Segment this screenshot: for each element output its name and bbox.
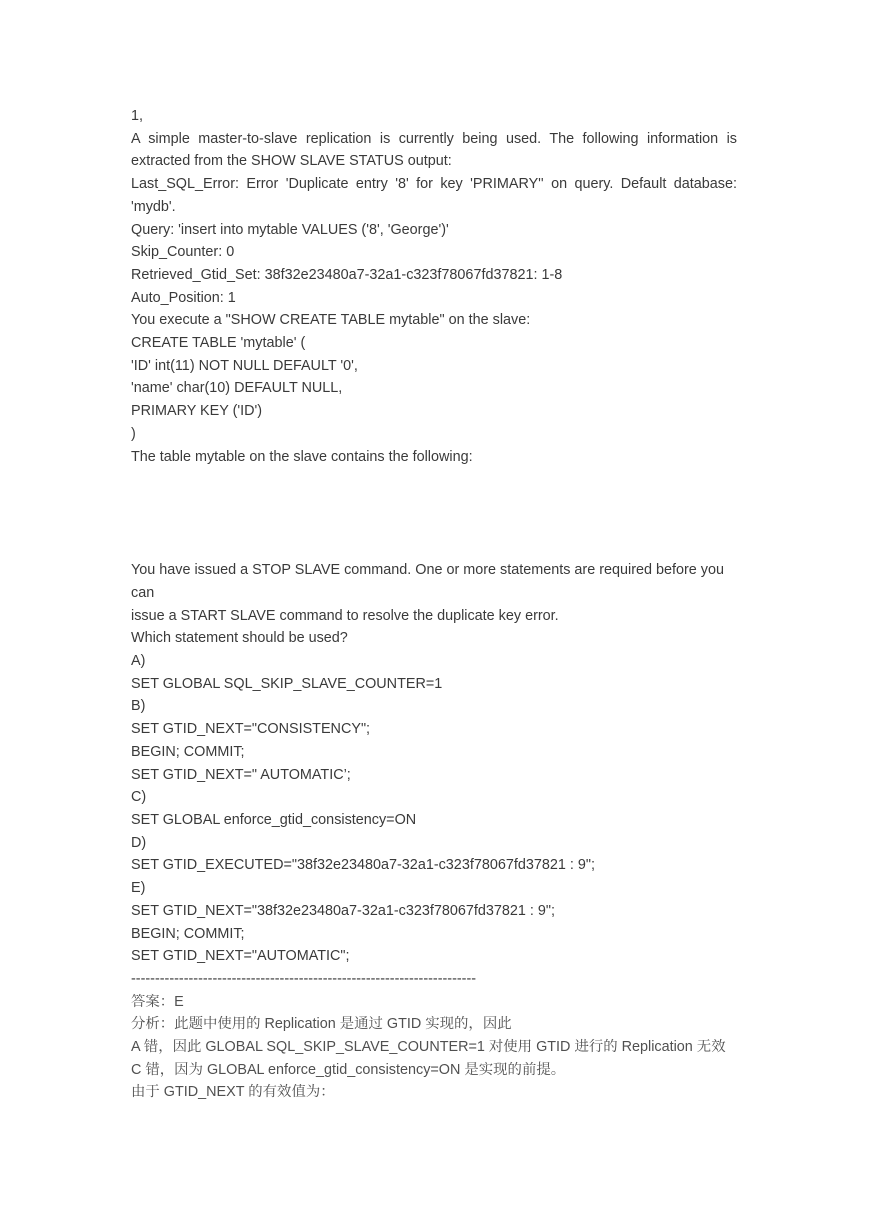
question-number: 1,	[131, 108, 144, 124]
table-contents-intro: The table mytable on the slave contains the following:	[131, 448, 473, 465]
create-table-line: CREATE TABLE 'mytable' (	[131, 335, 306, 352]
option-e-text: BEGIN; COMMIT;	[131, 925, 245, 942]
stop-slave-line: You have issued a STOP SLAVE command. One or more statements are required before you can	[131, 562, 729, 601]
option-c-text: SET GLOBAL enforce_gtid_consistency=ON	[131, 811, 417, 828]
create-table-line: )	[131, 425, 136, 442]
option-d-label: D)	[131, 834, 147, 851]
status-line-query: Query: 'insert into mytable VALUES ('8', 'George')'	[131, 221, 449, 238]
status-line-skip-counter: Skip_Counter: 0	[131, 244, 235, 261]
separator-line: ------------------------------------------------------------------------	[131, 970, 477, 987]
option-a-label: A)	[131, 653, 146, 670]
stop-slave-line: issue a START SLAVE command to resolve the duplicate key error.	[131, 607, 559, 624]
question-prompt: Which statement should be used?	[131, 630, 348, 647]
question-intro: A simple master-to-slave replication is currently being used. The following information is extracted from the SHOW SLAVE STATUS output:	[131, 130, 741, 170]
option-e-label: E)	[131, 880, 146, 897]
answer-line: 答案：E	[131, 993, 184, 1010]
document-body	[131, 105, 741, 1104]
create-table-line: PRIMARY KEY ('ID')	[131, 403, 263, 420]
analysis-line: C 错，因为 GLOBAL enforce_gtid_consistency=ON 是实现的前提。	[131, 1061, 566, 1078]
analysis-line: 由于 GTID_NEXT 的有效值为：	[131, 1084, 335, 1101]
missing-table-area	[131, 468, 737, 559]
option-b-label: B)	[131, 698, 146, 715]
status-line-auto-position: Auto_Position: 1	[131, 289, 236, 306]
status-line-last-sql-error: Last_SQL_Error: Error 'Duplicate entry '8' for key 'PRIMARY'' on query. Default database: 'mydb'.	[131, 176, 741, 215]
create-table-line: 'ID' int(11) NOT NULL DEFAULT '0',	[131, 357, 358, 374]
option-b-text: SET GTID_NEXT=" AUTOMATIC’;	[131, 766, 351, 783]
analysis-line: A 错，因此 GLOBAL SQL_SKIP_SLAVE_COUNTER=1 对使用 GTID 进行的 Replication 无效	[131, 1039, 726, 1056]
option-b-text: SET GTID_NEXT="CONSISTENCY";	[131, 721, 371, 738]
status-line-retrieved-gtid-set: Retrieved_Gtid_Set: 38f32e23480a7-32a1-c323f78067fd37821: 1-8	[131, 266, 563, 283]
analysis-line: 分析：此题中使用的 Replication 是通过 GTID 实现的，因此	[131, 1016, 512, 1033]
option-e-text: SET GTID_NEXT="38f32e23480a7-32a1-c323f78067fd37821 : 9";	[131, 902, 555, 919]
option-c-label: C)	[131, 789, 147, 806]
option-d-text: SET GTID_EXECUTED="38f32e23480a7-32a1-c323f78067fd37821 : 9";	[131, 857, 595, 874]
option-e-text: SET GTID_NEXT="AUTOMATIC";	[131, 948, 350, 965]
option-b-text: BEGIN; COMMIT;	[131, 743, 245, 760]
show-create-intro: You execute a "SHOW CREATE TABLE mytable" on the slave:	[131, 312, 531, 329]
option-a-text: SET GLOBAL SQL_SKIP_SLAVE_COUNTER=1	[131, 675, 443, 692]
answer-section	[131, 991, 737, 1105]
create-table-line: 'name' char(10) DEFAULT NULL,	[131, 380, 343, 397]
